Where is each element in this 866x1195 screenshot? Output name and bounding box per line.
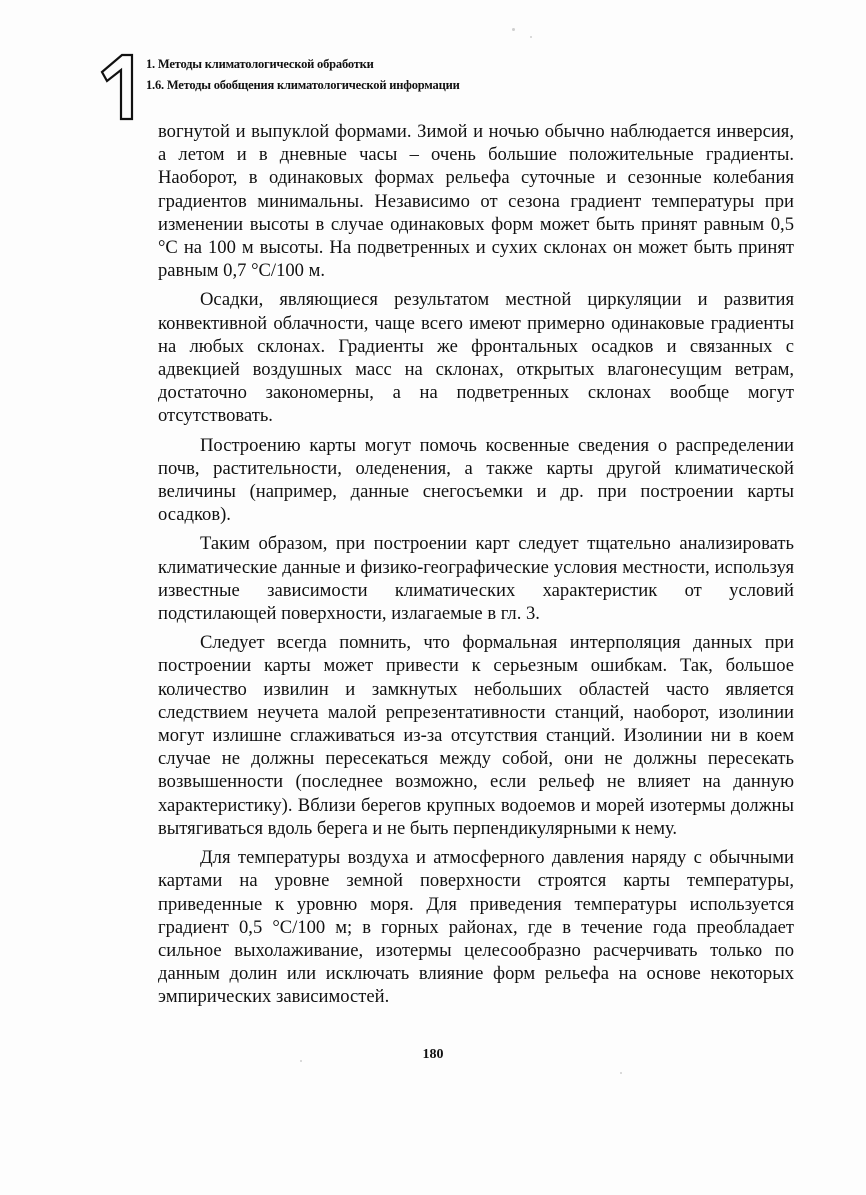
paragraph-1: вогнутой и выпуклой формами. Зимой и ночью обычно наблюдается инверсия, а летом и в дневные часы – очень большие положительные градиенты. Наоборот, в одинаковых формах рельефа суточные и сезонные колебания градиентов минимальны. Независимо от сезона градиент температуры при изменении высоты в случае одинаковых форм может быть принят равным 0,5 °С на 100 м высоты. На подветренных и сухих склонах он может быть принят равным 0,7 °С/100 м.	[158, 121, 794, 282]
body-text	[158, 120, 794, 1015]
scan-speck	[620, 1072, 622, 1074]
paragraph-3: Построению карты могут помочь косвенные сведения о распределении почв, растительности, оледенения, а также карты другой климатической величины (например, данные снегосъемки и др. при построении карты осадков).	[158, 434, 794, 526]
chapter-title: 1. Методы климатологической обработки	[146, 57, 374, 71]
running-head	[146, 54, 460, 96]
paragraph-2: Осадки, являющиеся результатом местной циркуляции и развития конвективной облачности, чаще всего имеют примерно одинаковые градиенты на любых склонах. Градиенты же фронтальных осадков и связанных с адвекцией воздушных масс на склонах, открытых влагонесущим ветрам, достаточно закономерны, а на подветренных склонах вообще могут отсутствовать.	[158, 289, 794, 427]
paragraph-6: Для температуры воздуха и атмосферного давления наряду с обычными картами на уровне земной поверхности строятся карты температуры, приведенные к уровню моря. Для приведения температуры используется градиент 0,5 °С/100 м; в горных районах, где в течение года преобладает сильное выхолаживание, изотермы целесообразно расчерчивать только по данным долин или исключать влияние форм рельефа на основе некоторых эмпирических зависимостей.	[158, 847, 794, 1008]
scan-speck	[300, 1060, 302, 1062]
scan-speck	[512, 28, 515, 31]
scan-speck	[530, 36, 532, 38]
paragraph-4: Таким образом, при построении карт следует тщательно анализировать климатические данные и физико-географические условия местности, используя известные зависимости климатических характеристик от условий подстилающей поверхности, излагаемые в гл. 3.	[158, 533, 794, 625]
section-title: 1.6. Методы обобщения климатологической информации	[146, 78, 460, 92]
chapter-number-glyph	[98, 52, 138, 122]
chapter-number-outline	[98, 52, 138, 122]
paragraph-5: Следует всегда помнить, что формальная интерполяция данных при построении карты может привести к серьезным ошибкам. Так, большое количество извилин и замкнутых небольших областей часто является следствием неучета малой репрезентативности станций, наоборот, изолинии могут излишне сглаживаться из-за отсутствия станций. Изолинии ни в коем случае не должны пересекаться между собой, они не должны пересекать возвышенности (последнее возможно, если рельеф не влияет на данную характеристику). Вблизи берегов крупных водоемов и морей изотермы должны вытягиваться вдоль берега и не быть перпендикулярными к нему.	[158, 632, 794, 839]
page-number: 180	[422, 1047, 444, 1062]
